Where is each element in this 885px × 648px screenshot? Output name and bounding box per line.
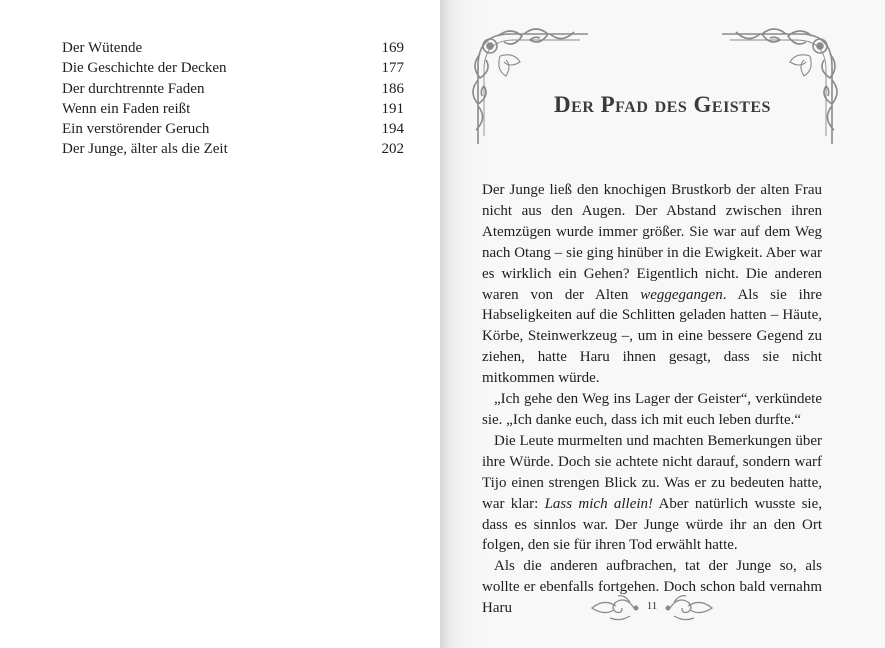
- toc-entry-page: 202: [381, 141, 404, 158]
- paragraph: Als die anderen aufbrachen, tat der Junge so, als wollte er ebenfalls fortgehen. Doch schon bald vernahm Haru: [482, 558, 822, 617]
- emphasis-text: weggegangen: [640, 286, 723, 303]
- chapter-body-text: [482, 180, 822, 619]
- paragraph-text: Die Leute murmelten und machten Bemerkungen über ihre Würde. Doch sie achtete nicht darauf, sondern warf Tijo einen strengen Blick zu. Was er zu bedeuten hatte, war klar:: [482, 432, 822, 512]
- paragraph: [482, 431, 822, 556]
- toc-entry-title: Ein verstörender Geruch: [62, 121, 210, 138]
- paragraph-text: . Als sie ihre Habseligkeiten auf die Schlitten geladen hatten – Häute, Körbe, Steinwerkzeug –, um in eine bessere Gegend zu ziehen, hatte Haru ihnen gesagt, dass sie nicht mitkommen würde.: [482, 286, 823, 387]
- toc-entry-page: 194: [381, 121, 404, 138]
- corner-ornament-left-icon: [470, 26, 594, 148]
- toc-entry-title: Der durchtrennte Faden: [62, 80, 205, 97]
- toc-entry-title: Der Wütende: [62, 40, 143, 56]
- toc-entry: [62, 58, 404, 78]
- paragraph: „Ich gehe den Weg ins Lager der Geister“, verkündete sie. „Ich danke euch, dass ich mit euch leben durfte.“: [482, 391, 822, 428]
- toc-entry: [62, 139, 404, 159]
- table-of-contents: [62, 38, 404, 160]
- toc-entry-page: 186: [381, 80, 404, 97]
- paragraph-text: Der Junge ließ den knochigen Brustkorb der alten Frau nicht aus den Augen. Der Abstand zwischen ihren Atemzügen wurde immer größer. Sie war auf dem Weg nach Otang – sie ging hinüber in die Ewigkeit. Aber war es wirklich ein Gehen? Eigentlich nicht. Die anderen waren von der Alten: [482, 182, 822, 303]
- toc-entry-page: 177: [381, 60, 404, 77]
- page-number: 11: [646, 600, 658, 612]
- toc-entry: [62, 119, 404, 139]
- paragraph: [482, 180, 822, 389]
- toc-entry: [62, 38, 404, 58]
- paragraph-text: Aber natürlich wusste sie, dass es sinnlos war. Der Junge würde ihr an den Ort folgen, den sie für ihren Tod erwählt hatte.: [482, 495, 822, 554]
- toc-entry-title: Der Junge, älter als die Zeit: [62, 141, 228, 158]
- left-page: [0, 0, 440, 648]
- emphasis-text: Lass mich allein!: [544, 495, 654, 512]
- toc-entry: [62, 79, 404, 99]
- toc-entry-page: 191: [381, 100, 404, 117]
- chapter-title: Der Pfad des Geistes: [554, 92, 771, 117]
- corner-ornament-right-icon: [716, 26, 840, 148]
- toc-entry-title: Die Geschichte der Decken: [62, 60, 227, 77]
- toc-entry-title: Wenn ein Faden reißt: [62, 100, 191, 117]
- toc-entry: [62, 99, 404, 119]
- toc-entry-page: 169: [381, 40, 404, 56]
